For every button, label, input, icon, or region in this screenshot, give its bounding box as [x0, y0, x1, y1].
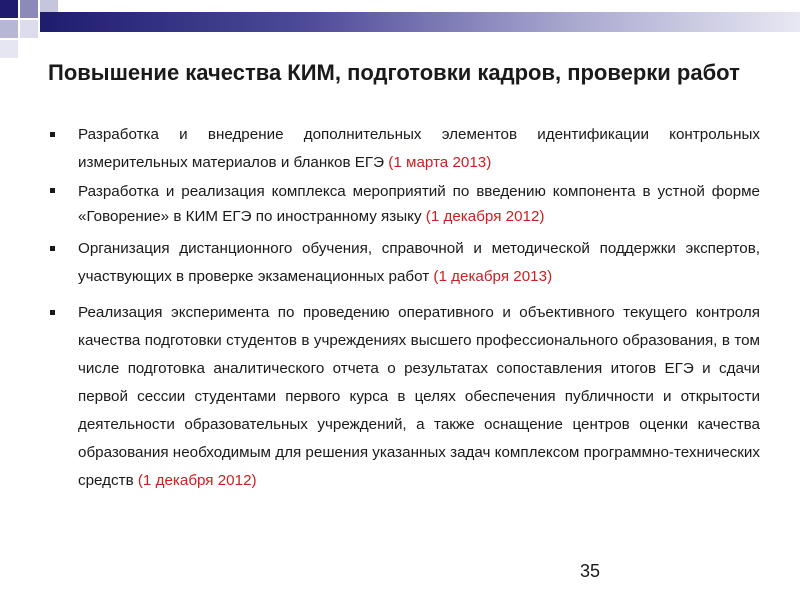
- bullet-item: [48, 235, 760, 291]
- decor-square: [0, 40, 18, 58]
- decor-square: [0, 0, 18, 18]
- square-bullet-icon: [50, 310, 55, 315]
- square-bullet-icon: [50, 132, 55, 137]
- slide-title: Повышение качества КИМ, подготовки кадров, проверки работ: [48, 60, 740, 85]
- square-bullet-icon: [50, 188, 55, 193]
- decor-square: [0, 20, 18, 38]
- bullet-text: Реализация эксперимента по проведению оперативного и объективного текущего контроля качества подготовки студентов в учреждениях высшего профессионального образования, в том числе подготовка аналитического отчета о результатах сопоставления итогов ЕГЭ и сдачи первой сессии студентами первого курса в целях обеспечения публичности и открытости деятельности образовательных учреждений, а также оснащение центров оценки качества образования необходимым для решения указанных задач комплексом программно-технических средств: [78, 304, 760, 489]
- decor-square: [20, 0, 38, 18]
- bullet-text: Организация дистанционного обучения, справочной и методической поддержки экспертов, участвующих в проверке экзаменационных работ: [78, 240, 760, 285]
- bullet-date: (1 декабря 2012): [425, 208, 545, 225]
- bullet-item: [48, 299, 760, 495]
- header-gradient-bar: [40, 12, 800, 32]
- bullet-date: (1 марта 2013): [388, 154, 492, 171]
- square-bullet-icon: [50, 246, 55, 251]
- bullet-date: (1 декабря 2012): [137, 472, 257, 489]
- page-number: 35: [580, 561, 601, 581]
- bullet-text: Разработка и внедрение дополнительных элементов идентификации контрольных измерительных материалов и бланков ЕГЭ: [78, 126, 760, 171]
- bullet-text: Разработка и реализация комплекса мероприятий по введению компонента в устной форме «Говорение» в КИМ ЕГЭ по иностранному языку: [78, 183, 760, 225]
- decor-square: [20, 20, 38, 38]
- bullet-date: (1 декабря 2013): [433, 268, 553, 285]
- bullet-list: [48, 121, 760, 495]
- bullet-item: [48, 179, 760, 229]
- bullet-item: [48, 121, 760, 177]
